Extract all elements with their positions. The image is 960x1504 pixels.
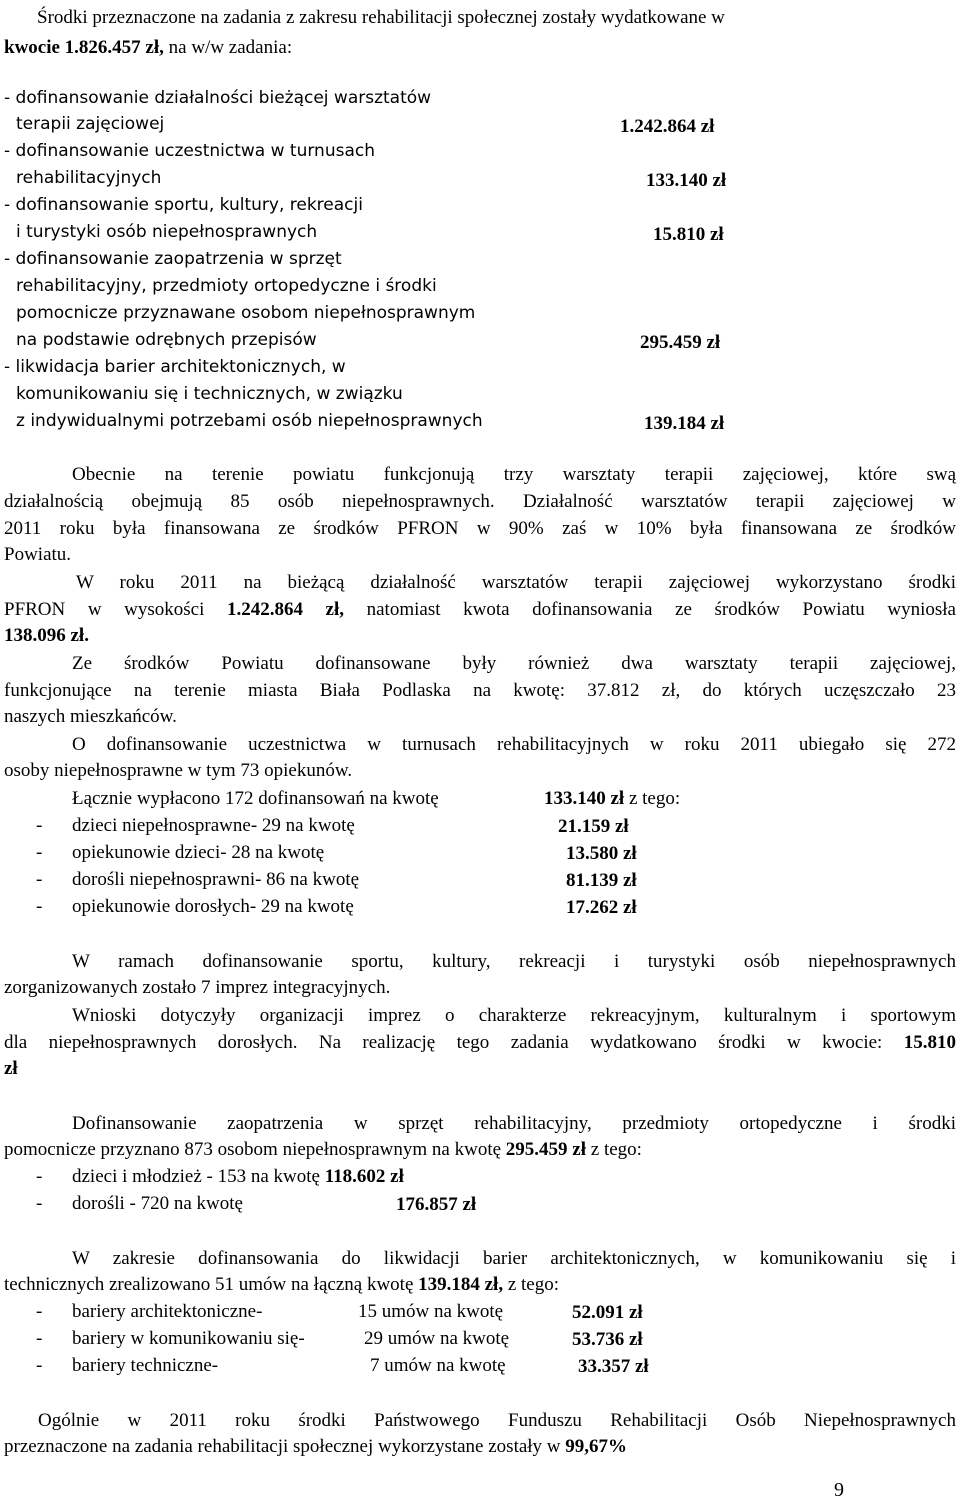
sprzet-item: - [36, 1166, 43, 1187]
sprzet-item: - [36, 1193, 43, 1214]
wtz-line-2: działalnością obejmują 85 osób niepełnosprawnych. Działalność warsztatów terapii zajęciowej w [4, 491, 956, 512]
task-1-line-2: terapii zajęciowej [16, 114, 165, 134]
turnus-item-label: opiekunowie dzieci- 28 na kwotę [72, 842, 325, 863]
task-4-amount: 295.459 zł [640, 332, 721, 353]
biala-line-1: Ze środków Powiatu dofinansowane były również dwa warsztaty terapii zajęciowej, [72, 653, 956, 674]
task-5-line-2: komunikowaniu się i technicznych, w związku [16, 384, 403, 404]
bariery-item-amount: 52.091 zł [572, 1302, 643, 1323]
sport-line-1: W ramach dofinansowanie sportu, kultury, rekreacji i turystyki osób niepełnosprawnych [72, 951, 956, 972]
bariery-item: - [36, 1301, 43, 1322]
turnus-item: - [36, 896, 43, 917]
bariery-item-label: bariery architektoniczne- [72, 1301, 263, 1322]
turnus-item: - [36, 815, 43, 836]
sprzet-item-amount: 118.602 zł [324, 1166, 404, 1187]
sprzet-item-label: dzieci i młodzież - 153 na kwotę 118.602 zł [72, 1166, 404, 1187]
task-4-line-3: pomocnicze przyznawane osobom niepełnosprawnym [16, 303, 476, 323]
bariery-item-amount: 33.357 zł [578, 1356, 649, 1377]
turnus-item: - [36, 869, 43, 890]
sprzet-line-1: Dofinansowanie zaopatrzenia w sprzęt rehabilitacyjny, przedmioty ortopedyczne i środki [72, 1113, 956, 1134]
biala-line-3: naszych mieszkańców. [4, 706, 177, 727]
sport-line-5: zł [4, 1058, 18, 1079]
task-4-line-2: rehabilitacyjny, przedmioty ortopedyczne i środki [16, 276, 437, 296]
turnus-item-label: dzieci niepełnosprawne- 29 na kwotę [72, 815, 355, 836]
intro-line-1: Środki przeznaczone na zadania z zakresu rehabilitacji społecznej zostały wydatkowane w [37, 7, 725, 28]
turnus-item-amount: 17.262 zł [566, 897, 637, 918]
intro-line-2: kwocie 1.826.457 zł, na w/w zadania: [4, 37, 293, 58]
p2011-line-3: 138.096 zł. [4, 625, 89, 646]
turnus-line-2: osoby niepełnosprawne w tym 73 opiekunów. [4, 760, 353, 781]
sprzet-item-amount: 176.857 zł [396, 1194, 477, 1215]
turnus-item-label: opiekunowie dorosłych- 29 na kwotę [72, 896, 354, 917]
sport-line-3: Wnioski dotyczyły organizacji imprez o charakterze rekreacyjnym, kulturalnym i sportowym [72, 1005, 956, 1026]
turnus-item-amount: 81.139 zł [566, 870, 637, 891]
bariery-item-amount: 53.736 zł [572, 1329, 643, 1350]
task-5-amount: 139.184 zł [644, 413, 725, 434]
sport-line-4: dla niepełnosprawnych dorosłych. Na realizację tego zadania wydatkowano środki w kwocie: 15.810 [4, 1032, 956, 1053]
wtz-line-4: Powiatu. [4, 544, 72, 565]
p2011-line-1: W roku 2011 na bieżącą działalność warsztatów terapii zajęciowej wykorzystano środki [76, 572, 956, 593]
final-line-1: Ogólnie w 2011 roku środki Państwowego Funduszu Rehabilitacji Osób Niepełnosprawnych [38, 1410, 956, 1431]
page-number: 9 [834, 1479, 844, 1501]
turnus-item-label: dorośli niepełnosprawni- 86 na kwotę [72, 869, 360, 890]
task-3-line-2: i turystyki osób niepełnosprawnych [16, 222, 318, 242]
task-1-amount: 1.242.864 zł [620, 116, 715, 137]
task-3-line-1: - dofinansowanie sportu, kultury, rekreacji [4, 195, 363, 215]
bariery-item-count: 29 umów na kwotę [364, 1328, 510, 1349]
p2011-line-2: PFRON w wysokości 1.242.864 zł, natomiast kwota dofinansowania ze środków Powiatu wyniosła [4, 599, 956, 620]
sprzet-item-label: dorośli - 720 na kwotę [72, 1193, 243, 1214]
turnus-item: - [36, 842, 43, 863]
task-5-line-3: z indywidualnymi potrzebami osób niepełnosprawnych [16, 411, 483, 431]
task-2-line-1: - dofinansowanie uczestnictwa w turnusach [4, 141, 375, 161]
task-2-amount: 133.140 zł [646, 170, 727, 191]
turnus-total-label: Łącznie wypłacono 172 dofinansowań na kwotę [72, 788, 439, 809]
wtz-line-1: Obecnie na terenie powiatu funkcjonują trzy warsztaty terapii zajęciowej, które swą [72, 464, 956, 485]
bariery-item-count: 7 umów na kwotę [370, 1355, 506, 1376]
task-3-amount: 15.810 zł [653, 224, 724, 245]
task-4-line-1: - dofinansowanie zaopatrzenia w sprzęt [4, 249, 342, 269]
bariery-item-count: 15 umów na kwotę [358, 1301, 504, 1322]
bariery-line-2: technicznych zrealizowano 51 umów na łączną kwotę 139.184 zł, z tego: [4, 1274, 560, 1295]
turnus-item-amount: 13.580 zł [566, 843, 637, 864]
biala-line-2: funkcjonujące na terenie miasta Biała Podlaska na kwotę: 37.812 zł, do których uczęszczało 23 [4, 680, 956, 701]
intro-amount: kwocie 1.826.457 zł, [4, 37, 164, 58]
task-5-line-1: - likwidacja barier architektonicznych, w [4, 357, 346, 377]
task-1-line-1: - dofinansowanie działalności bieżącej warsztatów [4, 88, 432, 108]
bariery-item: - [36, 1328, 43, 1349]
task-4-line-4: na podstawie odrębnych przepisów [16, 330, 317, 350]
task-2-line-2: rehabilitacyjnych [16, 168, 162, 188]
final-line-2: przeznaczone na zadania rehabilitacji społecznej wykorzystane zostały w 99,67% [4, 1436, 628, 1457]
bariery-line-1: W zakresie dofinansowania do likwidacji barier architektonicznych, w komunikowaniu się i [72, 1248, 956, 1269]
turnus-item-amount: 21.159 zł [558, 816, 629, 837]
bariery-item: - [36, 1355, 43, 1376]
bariery-item-label: bariery techniczne- [72, 1355, 219, 1376]
sprzet-line-2: pomocnicze przyznano 873 osobom niepełnosprawnym na kwotę 295.459 zł z tego: [4, 1139, 642, 1160]
bariery-item-label: bariery w komunikowaniu się- [72, 1328, 305, 1349]
wtz-line-3: 2011 roku była finansowana ze środków PFRON w 90% zaś w 10% była finansowana ze środków [4, 518, 956, 539]
turnus-line-1: O dofinansowanie uczestnictwa w turnusach rehabilitacyjnych w roku 2011 ubiegało się 272 [72, 734, 956, 755]
turnus-total: 133.140 zł z tego: [544, 788, 681, 809]
sport-line-2: zorganizowanych zostało 7 imprez integracyjnych. [4, 977, 391, 998]
